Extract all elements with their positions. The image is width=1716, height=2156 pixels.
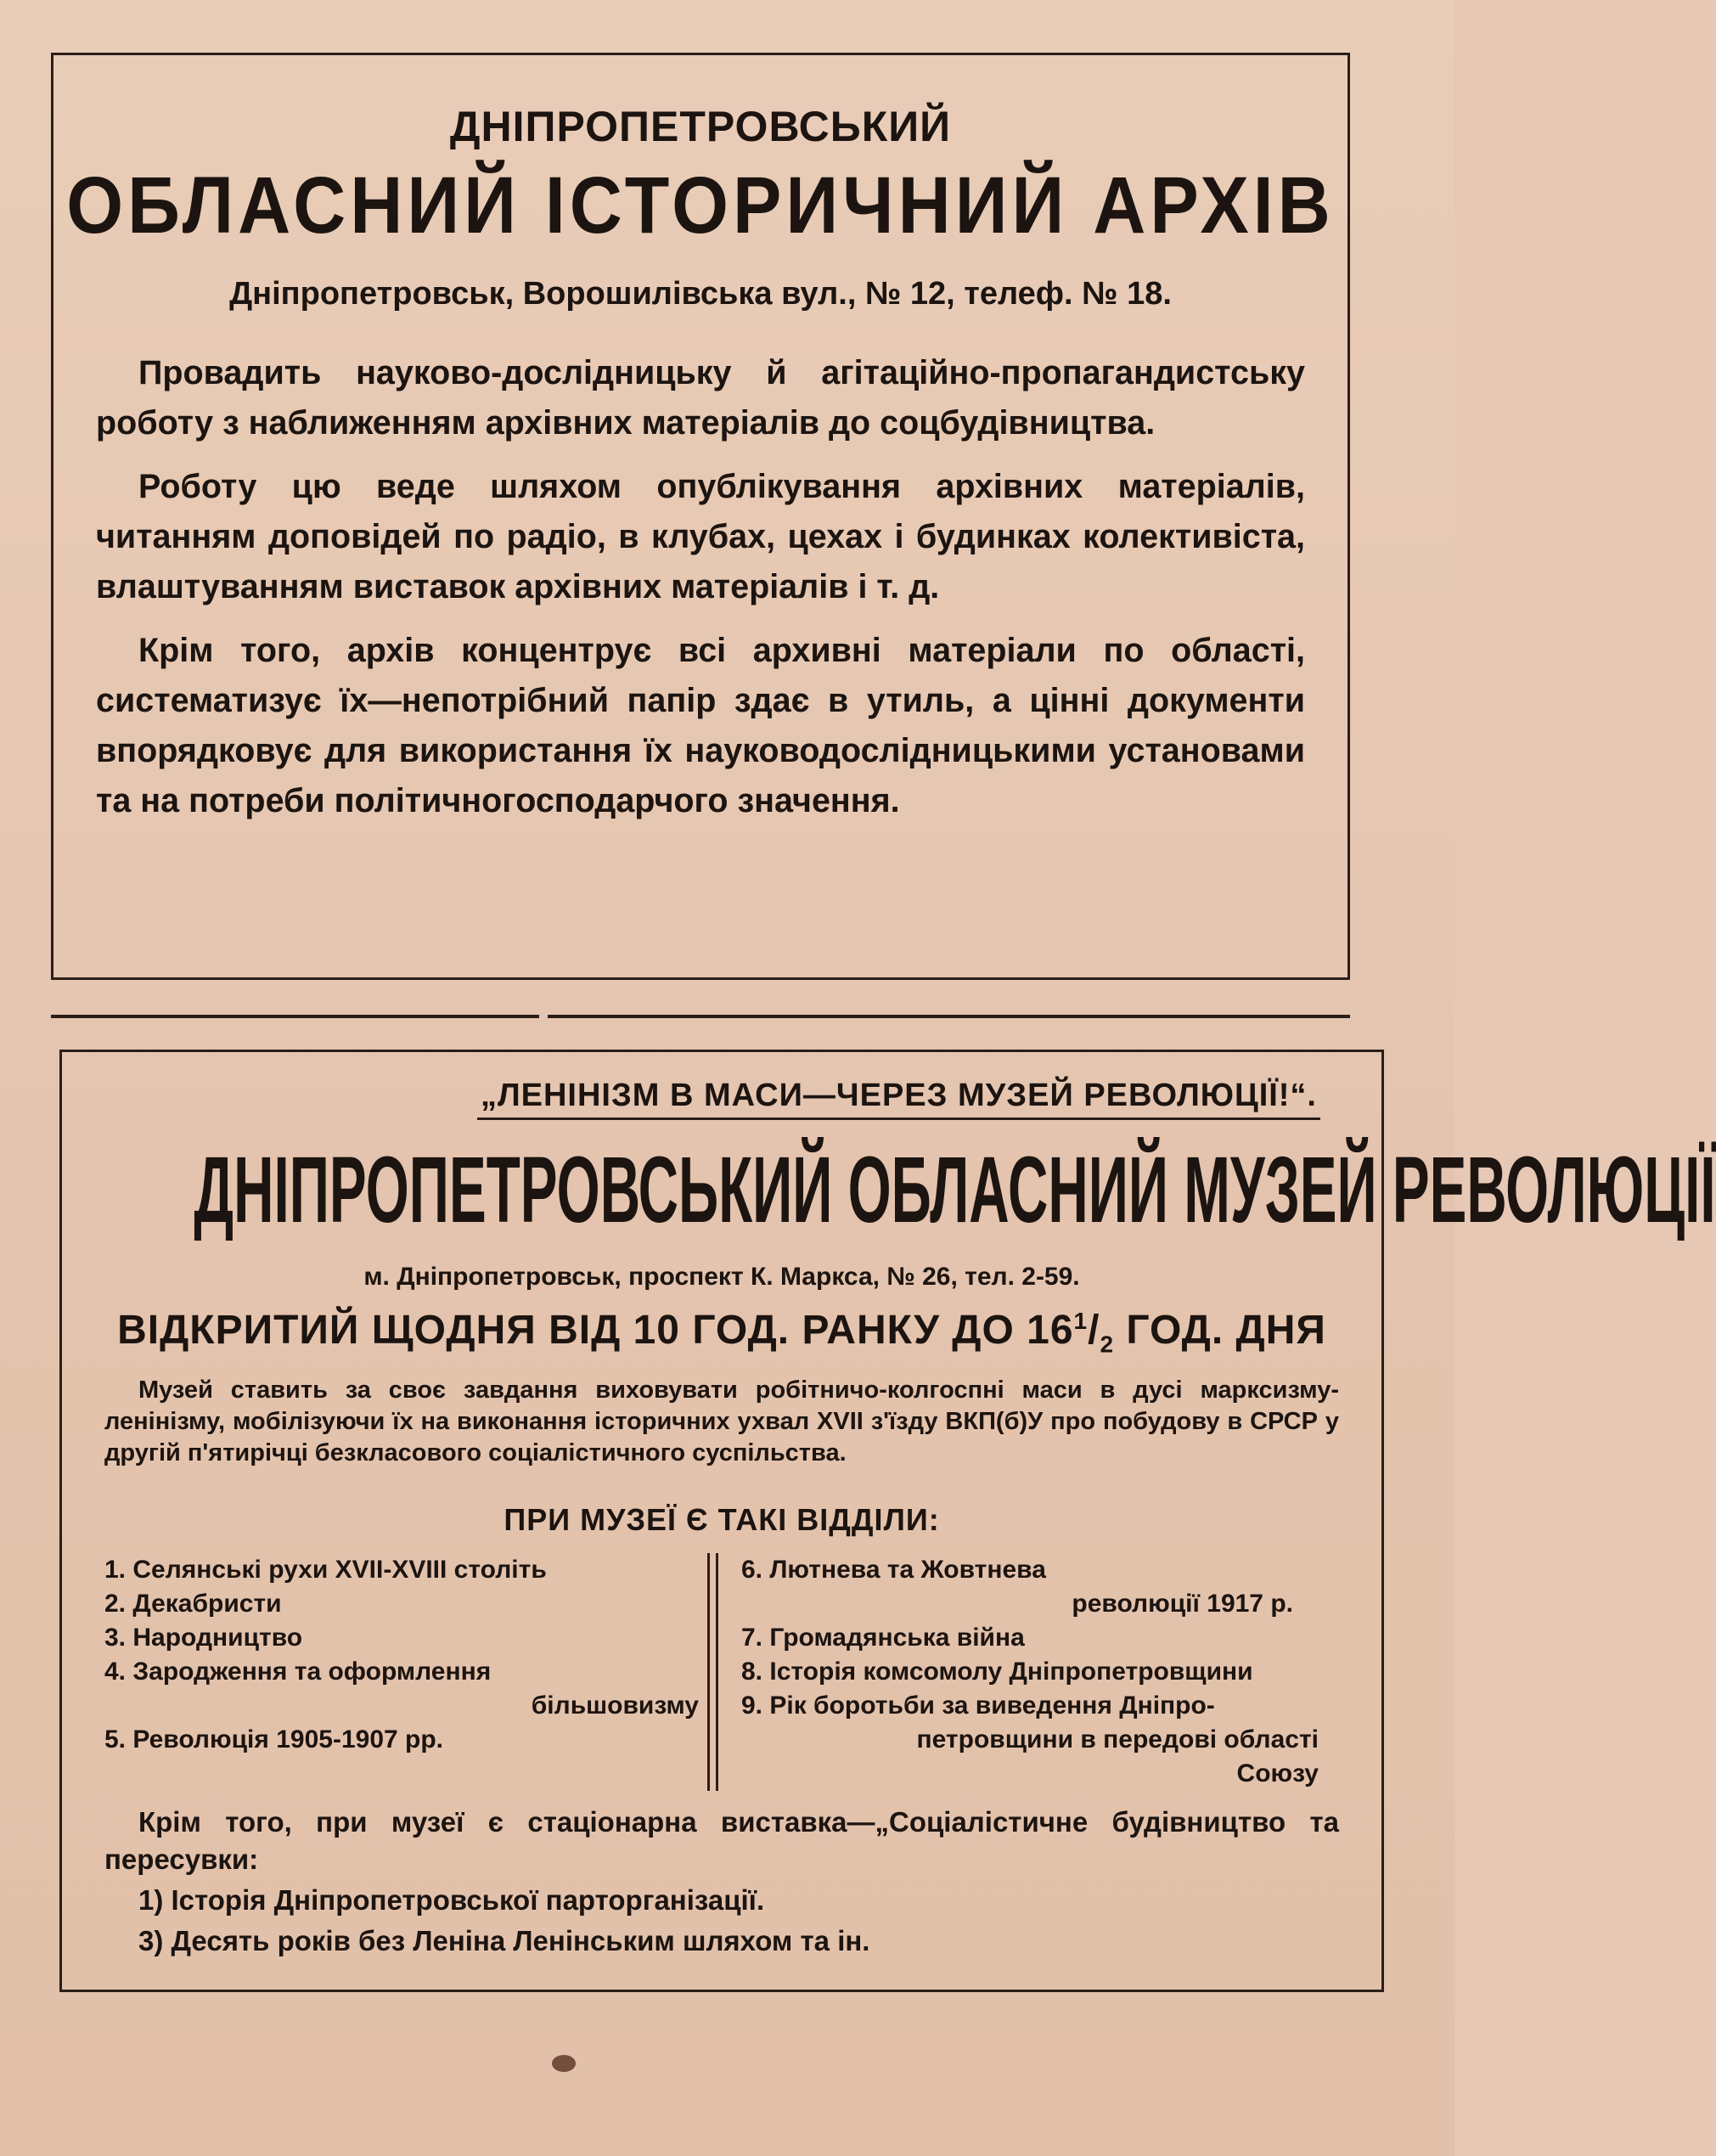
department-item: 1. Селянські рухи XVII-XVIII століть bbox=[104, 1556, 547, 1584]
museum-extra-exhibitions bbox=[104, 1804, 1339, 1960]
museum-title: ДНІПРОПЕТРОВСЬКИЙ ОБЛАСНИЙ МУЗЕЙ РЕВОЛЮЦІЇ bbox=[194, 1138, 1716, 1243]
department-item: 6. Лютнева та Жовтнева bbox=[741, 1556, 1046, 1584]
museum-advert bbox=[59, 1050, 1716, 1992]
departments-heading: ПРИ МУЗЕЇ Є ТАКІ ВІДДІЛИ: bbox=[504, 1502, 940, 1537]
department-item: 3. Народництво bbox=[104, 1624, 303, 1652]
section-divider-left bbox=[51, 1015, 539, 1018]
ink-smudge bbox=[552, 2055, 576, 2072]
section-divider-right bbox=[548, 1015, 1350, 1018]
column-divider-line-2 bbox=[716, 1553, 718, 1791]
archive-advert bbox=[51, 53, 1350, 980]
extra-list-item: 3) Десять років без Леніна Ленінським шляхом та ін. bbox=[138, 1925, 870, 1956]
department-item: 9. Рік боротьби за виведення Дніпро- bbox=[741, 1692, 1215, 1720]
extra-list-item: 1) Історія Дніпропетровської парторганізації. bbox=[138, 1884, 765, 1916]
department-item: 2. Декабристи bbox=[104, 1590, 282, 1618]
departments-left-column bbox=[104, 1553, 750, 1757]
museum-hours bbox=[62, 1307, 1381, 1359]
department-item: 5. Революція 1905-1907 рр. bbox=[104, 1725, 444, 1754]
extra-lead-text: Крім того, при музеї є стаціонарна виставка—„Соціалістичне будівництво та пересувки: bbox=[104, 1806, 1339, 1875]
archive-title-small: ДНІПРОПЕТРОВСЬКИЙ bbox=[449, 103, 952, 150]
museum-slogan: „ЛЕНІНІЗМ В МАСИ—ЧЕРЕЗ МУЗЕЙ РЕВОЛЮЦІЇ!“. bbox=[477, 1078, 1320, 1120]
hours-fraction-numerator: 1 bbox=[1073, 1308, 1089, 1334]
archive-paragraph: Крім того, архів концентрує всі архивні матеріали по області, систематизує їх—непотрібний папір здає в утиль, а цінні документи впорядковує для використання їх науководослідницькими установами та на потреби політичногосподарчого значення. bbox=[96, 632, 1305, 819]
department-item-continuation: революції 1917 р. bbox=[1072, 1590, 1293, 1618]
hours-text-end: ГОД. ДНЯ bbox=[1114, 1308, 1326, 1353]
department-item-continuation: петровщини в передові області bbox=[916, 1725, 1319, 1754]
department-item-continuation: Союзу bbox=[1236, 1759, 1319, 1787]
hours-fraction-slash: / bbox=[1088, 1308, 1100, 1353]
department-item: 4. Зародження та оформлення bbox=[104, 1658, 492, 1686]
department-item: 7. Громадянська війна bbox=[741, 1624, 1025, 1652]
department-item-continuation: більшовизму bbox=[531, 1692, 699, 1720]
department-item: 8. Історія комсомолу Дніпропетровщини bbox=[741, 1658, 1253, 1686]
archive-body bbox=[96, 348, 1305, 840]
archive-paragraph: Роботу цю веде шляхом опублікування архівних матеріалів, читанням доповідей по радіо, в клубах, цехах і будинках колективіста, влаштуванням виставок архівних матеріалів і т. д. bbox=[96, 468, 1305, 605]
hours-fraction-denominator: 2 bbox=[1100, 1331, 1115, 1358]
archive-paragraph: Провадить науково-дослідницьку й агітаційно-пропагандистську роботу з наближенням архівних матеріалів до соцбудівництва. bbox=[96, 354, 1305, 442]
hours-text: ВІДКРИТИЙ ЩОДНЯ ВІД 10 ГОД. РАНКУ ДО 16 bbox=[117, 1308, 1074, 1353]
museum-description: Музей ставить за своє завдання виховувати робітничо-колгоспні маси в дусі марксизму-ленінізму, мобілізуючи їх на виконання історичних ухвал XVII з'їзду ВКП(б)У про побудову в СРСР у другій п'ятирічці безкласового соціалістичного суспільства. bbox=[104, 1376, 1339, 1466]
museum-address: м. Дніпропетровськ, проспект К. Маркса, № 26, тел. 2-59. bbox=[363, 1263, 1080, 1291]
departments-right-column bbox=[741, 1553, 1336, 1791]
archive-title-big: ОБЛАСНИЙ ІСТОРИЧНИЙ АРХІВ bbox=[66, 160, 1335, 251]
column-divider-line bbox=[707, 1553, 710, 1791]
archive-address: Дніпропетровськ, Ворошилівська вул., № 12, телеф. № 18. bbox=[229, 276, 1172, 312]
